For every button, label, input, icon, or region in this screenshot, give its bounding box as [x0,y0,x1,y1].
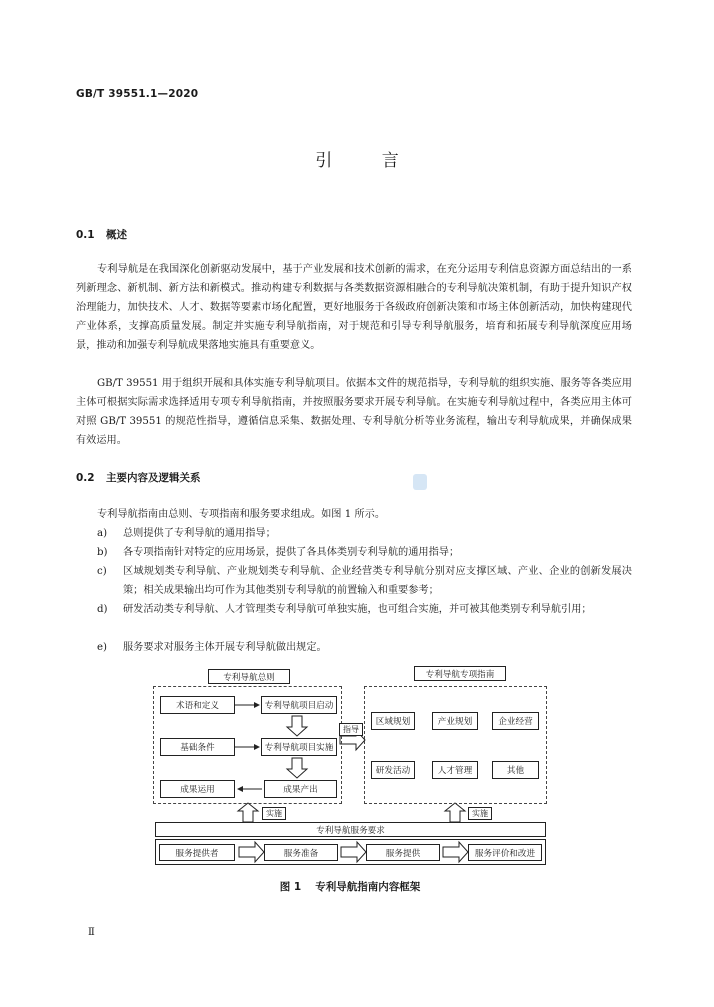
general-guide-title: 专利导航总则 [208,669,290,684]
special-guide-title: 专利导航专项指南 [414,666,506,681]
list-item-label: a) [97,528,108,539]
list-item-text: 各专项指南针对特定的应用场景，提供了各具体类别专利导航的通用指导； [123,547,460,558]
special-item-regional: 区域规划 [371,712,415,730]
paragraph-overview-2: GB/T 39551 用于组织开展和具体实施专利导航项目。依据本文件的规范指导，专利导航的组织实施、服务等各类应用主体可根据实际需求选择适用专项专利导航指南，并按照服务要求开展专利导航。在实施专利导航过程中，各类应用主体可对照 GB/T 39551 的规范性指导，遵循信息采集、数据处理、专利导航分析等业务流程，输出专利导航成果，并确保成果有效运用。 [76,378,632,446]
special-guide-panel [364,686,547,804]
standard-number: GB/T 39551.1—2020 [76,88,199,100]
guide-label: 指导 [339,723,363,736]
section-title: 概述 [106,229,127,241]
list-item-label: b) [97,547,108,558]
project-start-box: 专利导航项目启动 [261,696,337,714]
basics-box: 基础条件 [160,738,235,756]
special-item-other: 其他 [492,761,539,779]
paragraph-content-intro: 专利导航指南由总则、专项指南和服务要求组成。如图 1 所示。 [97,509,386,520]
page-number: Ⅱ [88,927,95,938]
paragraph-overview-1: 专利导航是在我国深化创新驱动发展中，基于产业发展和技术创新的需求，在充分运用专利信息资源方面总结出的一系列新理念、新机制、新方法和新模式。推动构建专利数据与各类数据资源相融合的专利导航决策机制，有助于提升知识产权治理能力，加快技术、人才、数据等要素市场化配置，更好地服务于各级政府创新决策和市场主体创新活动，加快构建现代产业体系，支撑高质量发展。制定并实施专利导航指南，对于规范和引导专利导航服务，培育和拓展专利导航深度应用场景，推动和加强专利导航成果落地实施具有重要意义。 [76,264,632,351]
section-number: 0.2 [76,472,95,484]
page-title: 引 言 [315,151,421,171]
service-delivery-box: 服务提供 [366,844,440,861]
result-use-box: 成果运用 [160,780,235,798]
section-number: 0.1 [76,229,95,241]
section-title: 主要内容及逻辑关系 [106,472,201,484]
special-item-rnd: 研发活动 [371,761,415,779]
result-output-box: 成果产出 [264,780,337,798]
list-item-label: c) [97,566,107,577]
list-item-text: 区域规划类专利导航、产业规划类专利导航、企业经营类专利导航分别对应支撑区域、产业、企业的创新发展决策；相关成果输出均可作为其他类别专利导航的前置输入和重要参考； [123,566,632,596]
project-impl-box: 专利导航项目实施 [261,738,337,756]
implement-label-left: 实施 [262,807,286,820]
list-item-text: 服务要求对服务主体开展专利导航做出规定。 [123,642,327,653]
list-item-label: d) [97,604,108,615]
list-item-label: e) [97,642,108,653]
service-prep-box: 服务准备 [264,844,338,861]
implement-label-right: 实施 [468,807,492,820]
figure-title: 专利导航指南内容框架 [315,881,421,893]
terms-box: 术语和定义 [160,696,235,714]
service-requirements-bar: 专利导航服务要求 [155,822,546,837]
list-item-text: 研发活动类专利导航、人才管理类专利导航可单独实施，也可组合实施，并可被其他类别专利导航引用； [123,604,592,615]
figure-caption [0,879,714,894]
special-item-talent: 人才管理 [432,761,478,779]
special-item-enterprise: 企业经营 [492,712,539,730]
service-provider-box: 服务提供者 [159,844,235,861]
special-item-industry: 产业规划 [432,712,478,730]
list-item-text: 总则提供了专利导航的通用指导； [123,528,276,539]
service-evaluation-box: 服务评价和改进 [468,844,542,861]
figure-number: 图 1 [279,881,302,893]
